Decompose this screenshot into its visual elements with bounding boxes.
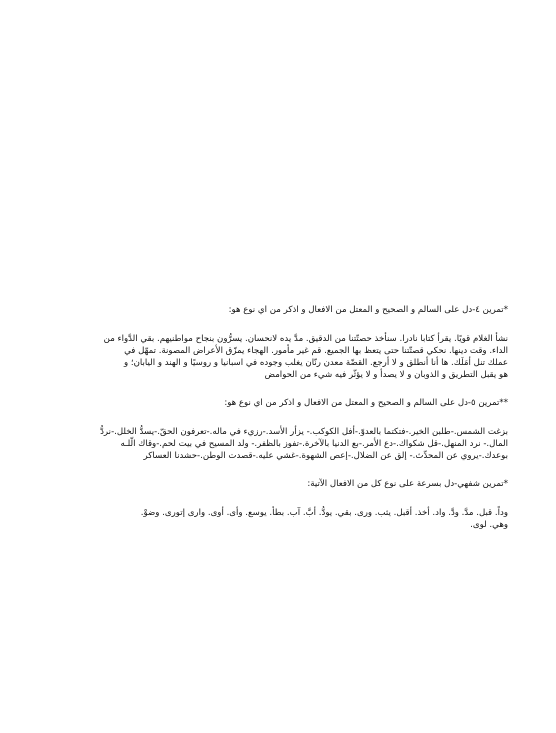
oral-exercise-line-1: وداً. قبل. مدَّ. ودَّ. واد. أخذ. أقبل. يثب. ورى. بقي. يودُّ. أبَّ. آب. بطأ. يوسع. وأى. أوى. وارى إتورى. وضوْ. [140,508,508,518]
exercise-5-heading: **تمرين ٥-دل على السالم و الصحيح و المعتل من الافعال و اذكر من اي نوع هو: [224,398,508,408]
document-body [60,304,508,531]
oral-exercise [60,478,508,531]
spacer [60,316,508,333]
exercise-4-line-3: عملك تنل أمَلَك. ها أنا أنطلق و لا أرجع. القضّة معدن رنّان يغلب وجوده في اسبانيا و روسيًا و الهند و اليابان؛ و [123,358,508,368]
exercise-5-line-2: المال.- نرد المنهل.-قل شكواك.-دع الأمر.-بع الدنيا بالآخرة.-تفوز بالظفر.- ولد المسيح في بيت لحم.-وقاك الّلـه [120,439,508,449]
exercise-4-line-2: الداء. وقت دينها. نحكي قصتّتنا حتى يتعظ بها الجميع. قم غير مأمور. الهجاء يمزّق الأعراض المصونة. تمهّل في [124,346,508,356]
spacer [60,490,508,507]
exercise-4-line-4: هو يقبل التطريق و الذوبان و لا يصدأ و لا يؤثّر فيه شيء من الحوامض [264,370,508,380]
exercise-5-line-3: بوعدك.-يروي عن المحدِّث.- إلق عن الضلال.-إعص الشهوة.-غشي عليه.-قصدت الوطن.-حشدنا العساكر [143,451,508,461]
spacer [60,409,508,426]
oral-exercise-heading: *تمرين شفهي-دل بسرعة على نوع كل من الافعال الآتية: [307,479,508,489]
spacer [60,381,508,397]
exercise-4-line-1: نشأ الغلام قويًا. يقرأ كتابا نادرا. سنأخذ حصتّتنا من الدقيق. مدَّ يده لانحسان. يسرُّون بنجاح مواطنيهم. بقي الدَّواء من [103,334,508,344]
exercise-4-heading: *تمرين ٤-دل على السالم و الصحيح و المعتل من الافعال و اذكر من اي نوع هو: [228,305,508,315]
oral-exercise-line-2: وهي. لوى. [470,520,508,530]
exercise-5 [60,397,508,462]
exercise-4 [60,304,508,381]
spacer [60,462,508,478]
exercise-5-line-1: بزغت الشمس.-طلبن الخير.-فتكتما بالعدوّ.-أفل الكوكب.- يزأر الأسد.-رزيء في ماله.-تعرفون الحقّ.-يسدُّ الخلل.-نردُّ [100,427,508,437]
